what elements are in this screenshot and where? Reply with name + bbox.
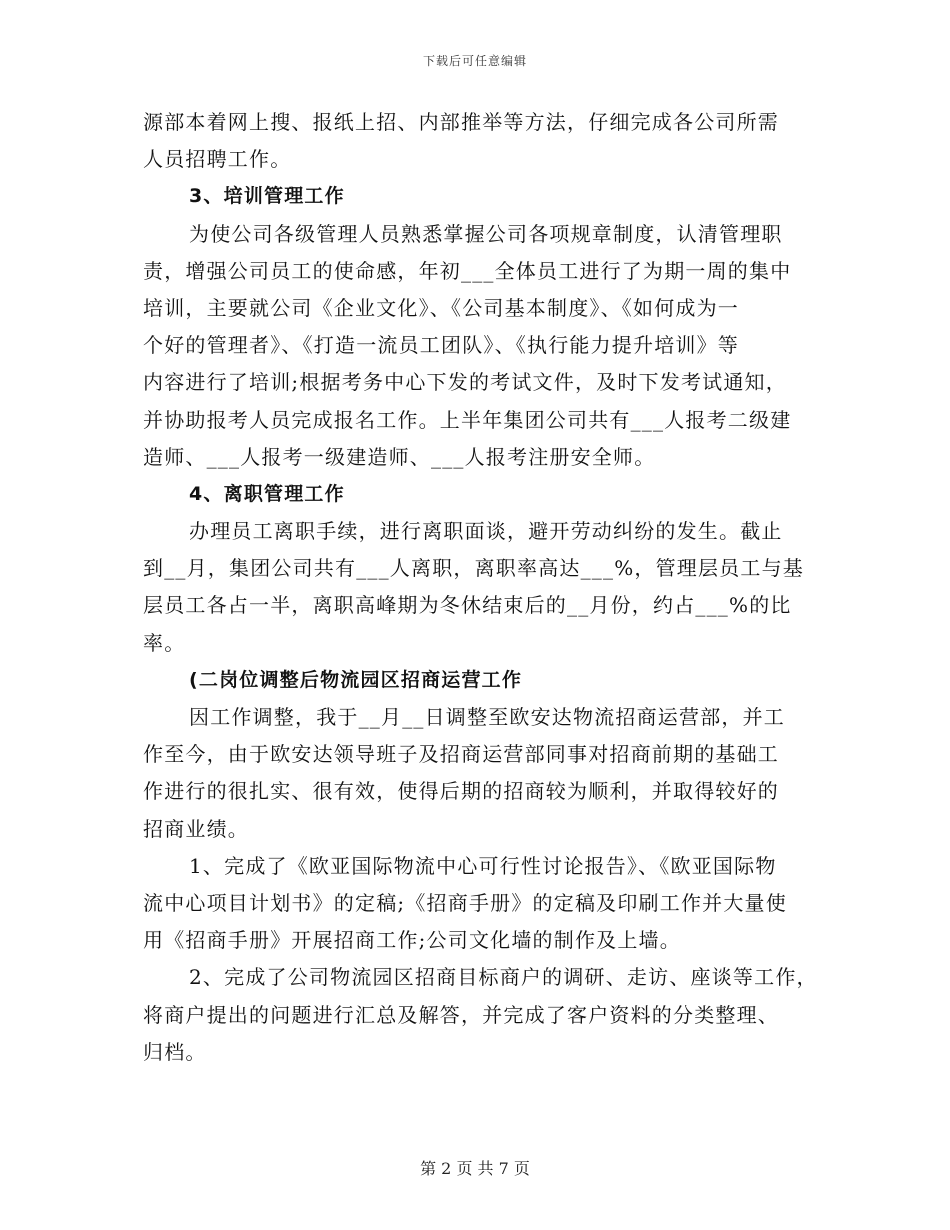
body-line: 用《招商手册》开展招商工作;公司文化墙的制作及上墙。	[143, 928, 681, 953]
page-footer: 第 2 页 共 7 页	[420, 1159, 530, 1178]
body-line: 并协助报考人员完成报名工作。上半年集团公司共有___人报考二级建	[143, 407, 792, 432]
body-line: 作至今，由于欧安达领导班子及招商运营部同事对招商前期的基础工	[143, 742, 779, 767]
body-line: 率。	[143, 630, 186, 655]
body-line: 招商业绩。	[143, 816, 249, 841]
body-line: 内容进行了培训;根据考务中心下发的考试文件，及时下发考试通知，	[143, 370, 787, 395]
body-line: 到__月，集团公司共有___人离职，离职率高达___%，管理层员工与基	[143, 556, 805, 581]
body-line: 作进行的很扎实、很有效，使得后期的招商较为顺利，并取得较好的	[143, 779, 779, 804]
page-header: 下载后可任意编辑	[422, 54, 527, 68]
body-line: 因工作调整，我于__月__日调整至欧安达物流招商运营部，并工	[189, 705, 785, 729]
body-line: 培训，主要就公司《企业文化》、《公司基本制度》、《如何成为一	[143, 295, 739, 320]
body-line: 流中心项目计划书》的定稿;《招商手册》的定稿及印刷工作并大量使	[143, 890, 787, 915]
body-line: 人员招聘工作。	[143, 147, 292, 172]
body-line: 办理员工离职手续，进行离职面谈，避开劳动纠纷的发生。截止	[189, 519, 783, 544]
document-body	[143, 104, 818, 1071]
body-line: 2、完成了公司物流园区招商目标商户的调研、走访、座谈等工作，	[189, 965, 818, 990]
body-line: 个好的管理者》、《打造一流员工团队》、《执行能力提升培训》等	[143, 333, 739, 358]
body-line: 归档。	[143, 1039, 207, 1064]
body-line: 将商户提出的问题进行汇总及解答，并完成了客户资料的分类整理、	[143, 1002, 779, 1027]
body-line: 造师、___人报考一级建造师、___人报考注册安全师。	[143, 444, 656, 469]
body-line: 层员工各占一半，离职高峰期为冬休结束后的__月份，约占___%的比	[143, 593, 792, 618]
body-line: 源部本着网上搜、报纸上招、内部推举等方法，仔细完成各公司所需	[143, 110, 779, 134]
section-heading-training: 3、培训管理工作	[189, 185, 345, 208]
body-line: 为使公司各级管理人员熟悉掌握公司各项规章制度，认清管理职	[189, 221, 783, 246]
section-heading-logistics-park: (二岗位调整后物流园区招商运营工作	[189, 668, 523, 691]
body-line: 责，增强公司员工的使命感，年初___全体员工进行了为期一周的集中	[143, 258, 792, 283]
section-heading-resignation: 4、离职管理工作	[189, 482, 345, 505]
body-line: 1、完成了《欧亚国际物流中心可行性讨论报告》、《欧亚国际物	[189, 853, 777, 878]
